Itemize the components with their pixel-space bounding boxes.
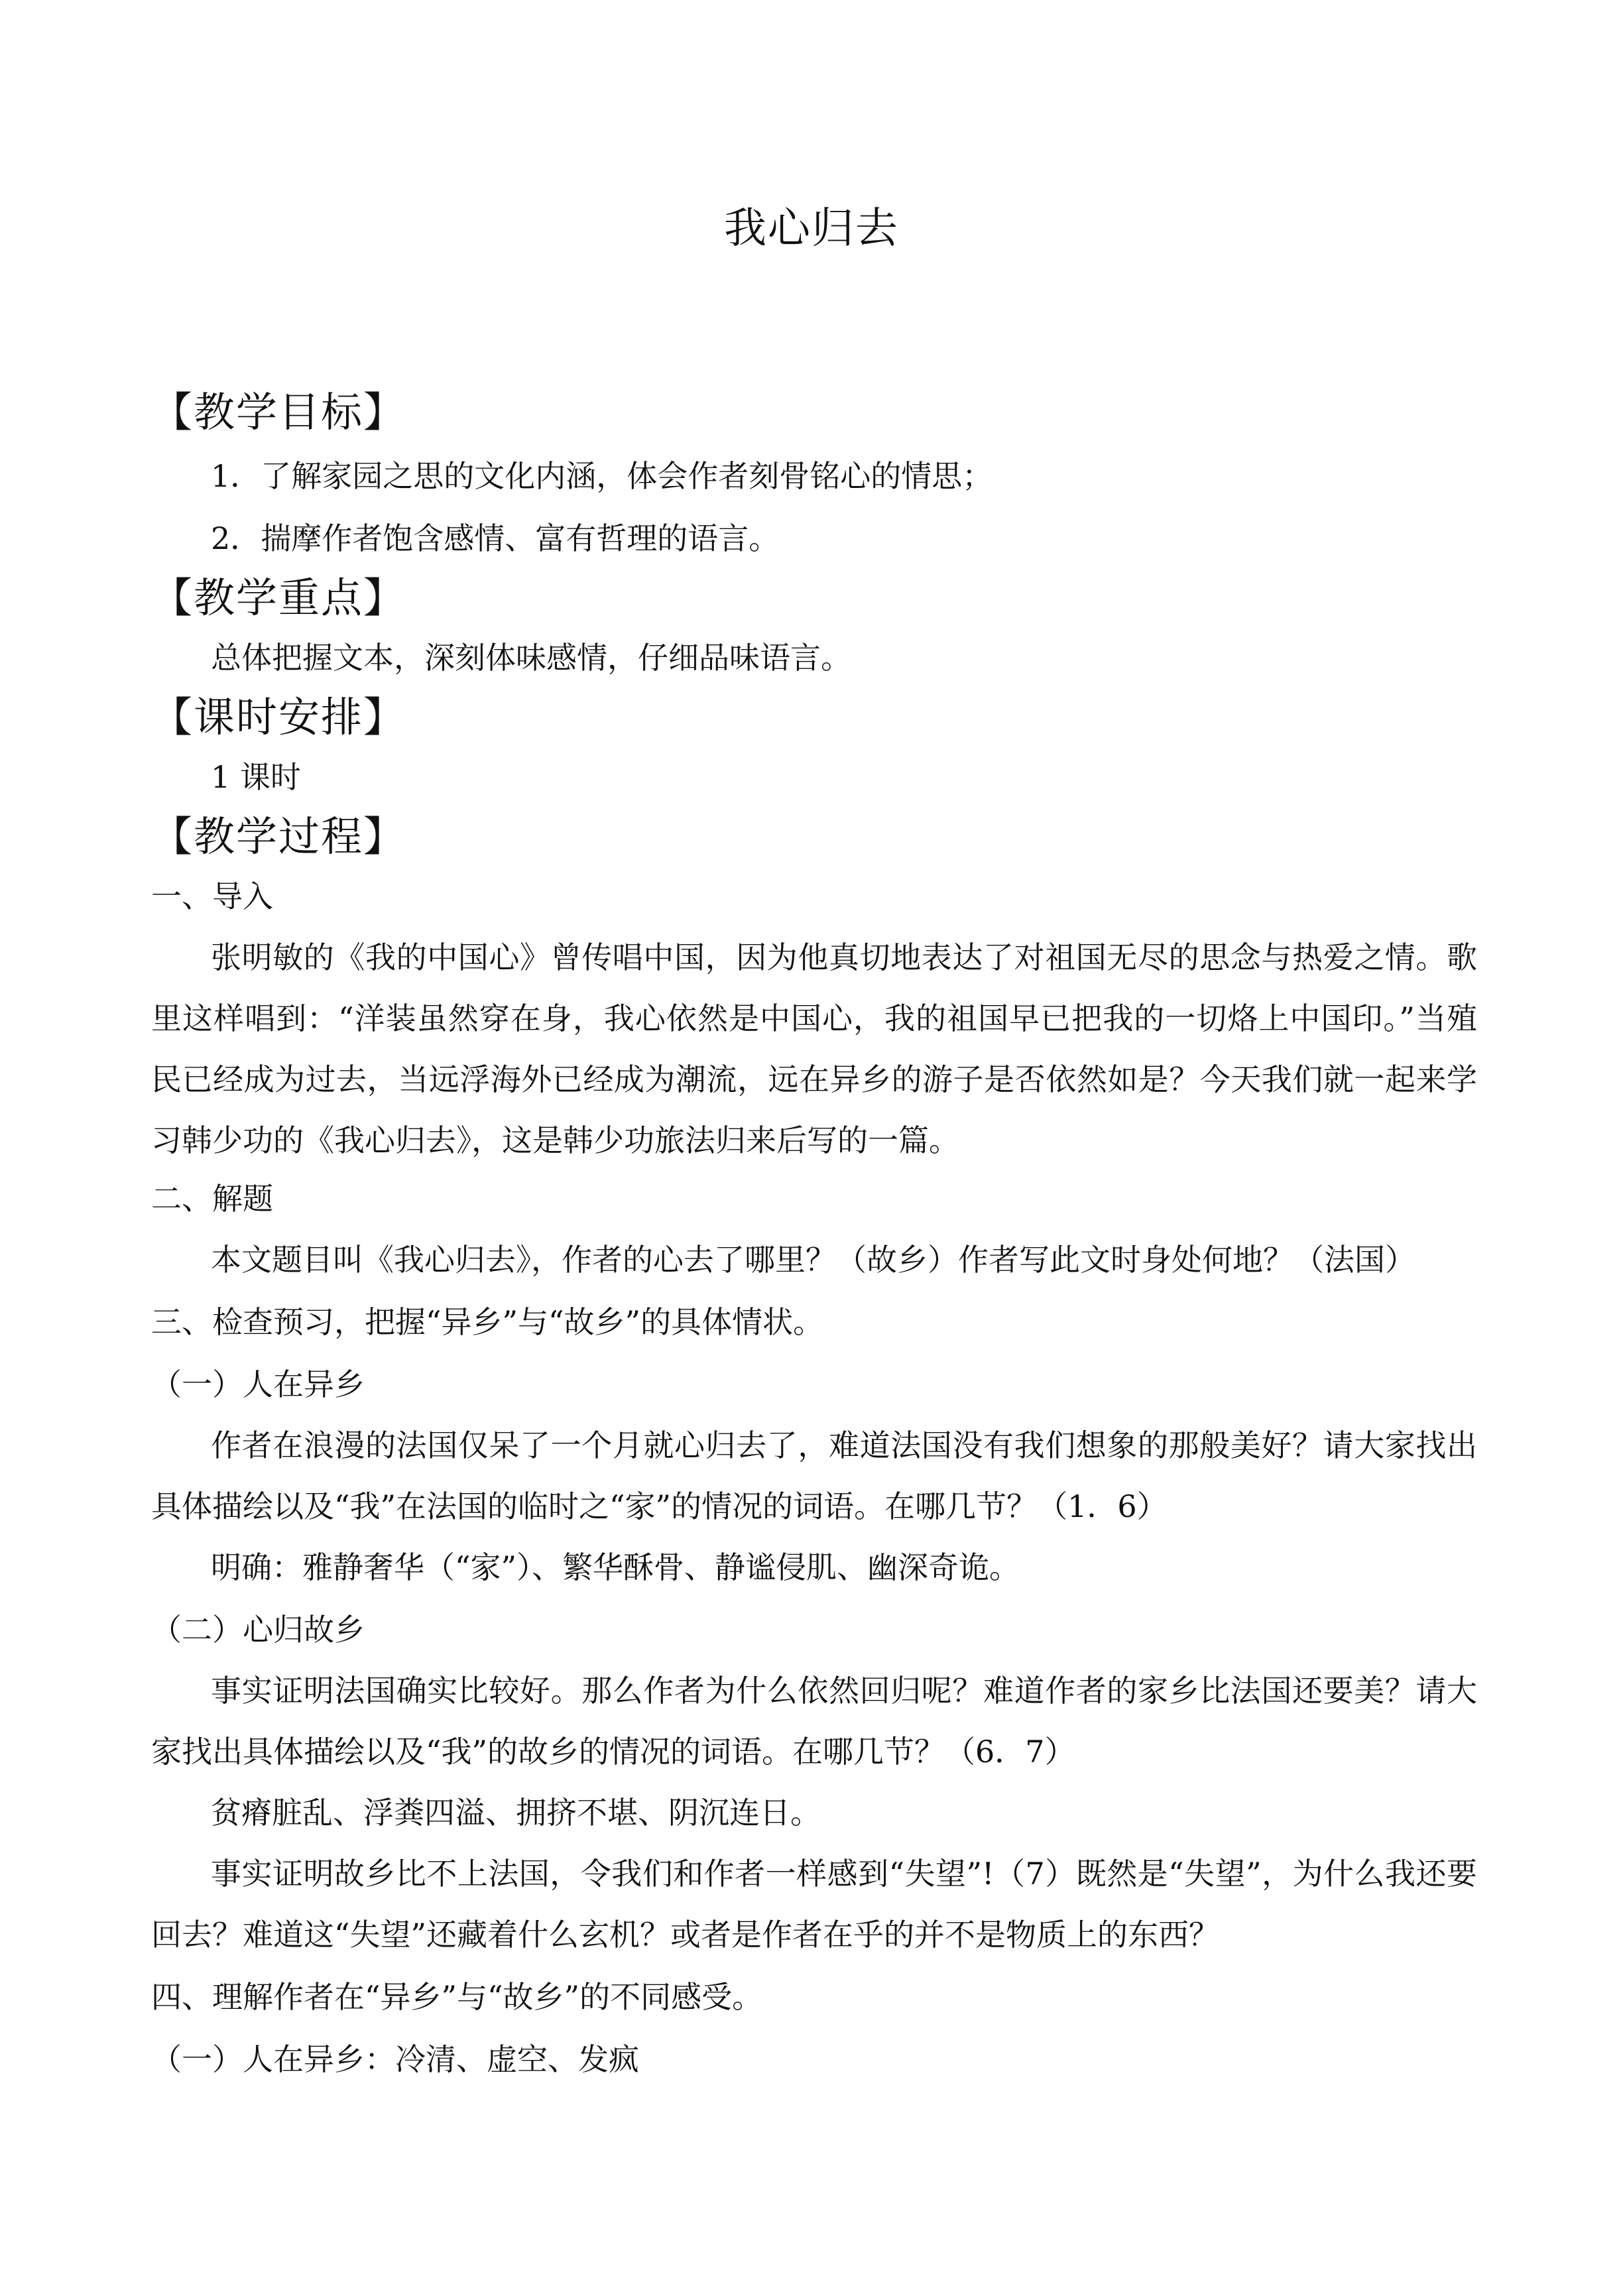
part3-sub1-text: 作者在浪漫的法国仅呆了一个月就心归去了，难道法国没有我们想象的那般美好？请大家找出具体描绘以及“我”在法国的临时之“家”的情况的词语。在哪几节？（1．6）: [151, 1427, 1477, 1524]
objective-item-2: 2．揣摩作者饱含感情、富有哲理的语言。: [211, 520, 780, 556]
key-points-text: 总体把握文本，深刻体味感情，仔细品味语言。: [211, 640, 851, 676]
part3-sub2-words: 贫瘠脏乱、浮粪四溢、拥挤不堪、阴沉连日。: [211, 1795, 821, 1831]
part3-title: 三、检查预习，把握“异乡”与“故乡”的具体情状。: [151, 1304, 824, 1340]
objective-item-1: 1．了解家园之思的文化内涵，体会作者刻骨铭心的情思；: [211, 458, 993, 494]
heading-process: 【教学过程】: [151, 812, 406, 861]
part3-sub2-title: （二）心归故乡: [151, 1612, 365, 1648]
document-title: 我心归去: [724, 204, 899, 253]
heading-schedule: 【课时安排】: [151, 693, 406, 741]
part4-title: 四、理解作者在“异乡”与“故乡”的不同感受。: [151, 1979, 763, 2015]
part3-sub2-text: 事实证明法国确实比较好。那么作者为什么依然回归呢？难道作者的家乡比法国还要美？请大家找出具体描绘以及“我”的故乡的情况的词语。在哪几节？（6．7）: [151, 1673, 1477, 1770]
part1-title: 一、导入: [151, 878, 273, 914]
part2-text: 本文题目叫《我心归去》，作者的心去了哪里？（故乡）作者写此文时身处何地？（法国）: [211, 1242, 1415, 1278]
part4-sub1-title: （一）人在异乡：冷清、虚空、发疯: [151, 2041, 639, 2077]
part3-sub2-text2: 事实证明故乡比不上法国，令我们和作者一样感到“失望”!（7）既然是“失望”，为什么我还要回去？难道这“失望”还藏着什么玄机？或者是作者在乎的并不是物质上的东西？: [151, 1856, 1477, 1953]
part3-sub1-answer: 明确：雅静奢华（“家”）、繁华酥骨、静谧侵肌、幽深奇诡。: [211, 1549, 1020, 1585]
part1-text: 张明敏的《我的中国心》曾传唱中国，因为他真切地表达了对祖国无尽的思念与热爱之情。歌里这样唱到：“洋装虽然穿在身，我心依然是中国心，我的祖国早已把我的一切烙上中国印。”当殖民已经成为过去，当远浮海外已经成为潮流，远在异乡的游子是否依然如是？今天我们就一起来学习韩少功的《我心归去》，这是韩少功旅法归来后写的一篇。: [151, 939, 1477, 1158]
part3-sub1-title: （一）人在异乡: [151, 1366, 365, 1402]
schedule-text: 1 课时: [211, 759, 301, 795]
part2-title: 二、解题: [151, 1181, 273, 1217]
heading-key-points: 【教学重点】: [151, 574, 406, 622]
heading-objectives: 【教学目标】: [151, 388, 406, 436]
